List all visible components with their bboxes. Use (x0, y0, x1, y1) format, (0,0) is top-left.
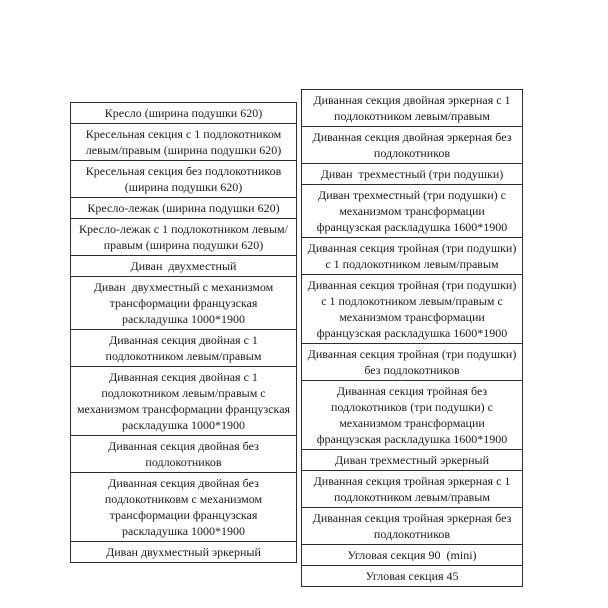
furniture-item-cell: Диванная секция двойная эркерная без подлокотников (302, 127, 523, 164)
furniture-item-cell: Диванная секция тройная (три подушки) с 1 подлокотником левым/правым (302, 238, 523, 275)
table-row (71, 103, 297, 124)
table-row (302, 381, 523, 450)
table-row (71, 367, 297, 436)
table-row (71, 277, 297, 330)
furniture-item-cell: Угловая секция 90 (mini) (302, 545, 523, 566)
furniture-item-cell: Кресельная секция с 1 подлокотником левым/правым (ширина подушки 620) (71, 124, 297, 161)
furniture-item-cell: Кресло-лежак с 1 подлокотником левым/правым (ширина подушки 620) (71, 219, 297, 256)
furniture-item-cell: Диванная секция тройная без подлокотников (три подушки) с механизмом трансформации французская раскладушка 1600*1900 (302, 381, 523, 450)
table-row (302, 127, 523, 164)
table-row (302, 185, 523, 238)
table-row (302, 471, 523, 508)
table-row (71, 542, 297, 563)
furniture-item-cell: Диван трехместный (три подушки) с механизмом трансформации французская раскладушка 1600*1900 (302, 185, 523, 238)
furniture-item-cell: Диванная секция двойная с 1 подлокотником левым/правым с механизмом трансформации французская раскладушка 1000*1900 (71, 367, 297, 436)
table-row (71, 473, 297, 542)
table-row (302, 238, 523, 275)
table-row (302, 566, 523, 587)
table-row (71, 256, 297, 277)
furniture-item-cell: Диванная секция двойная без подлокотников (71, 436, 297, 473)
furniture-item-cell: Диванная секция тройная эркерная с 1 подлокотником левым/правым (302, 471, 523, 508)
furniture-item-cell: Угловая секция 45 (302, 566, 523, 587)
furniture-item-cell: Диван трехместный эркерный (302, 450, 523, 471)
furniture-item-cell: Кресло-лежак (ширина подушки 620) (71, 198, 297, 219)
furniture-item-cell: Диванная секция тройная (три подушки) без подлокотников (302, 344, 523, 381)
table-row (302, 164, 523, 185)
furniture-item-cell: Кресло (ширина подушки 620) (71, 103, 297, 124)
furniture-item-cell: Диван двухместный (71, 256, 297, 277)
table-row (302, 450, 523, 471)
table-row (302, 545, 523, 566)
furniture-table-right (301, 89, 523, 587)
furniture-item-cell: Диван двухместный эркерный (71, 542, 297, 563)
table-row (71, 436, 297, 473)
furniture-table-left (70, 102, 297, 563)
furniture-item-cell: Диванная секция двойная с 1 подлокотником левым/правым (71, 330, 297, 367)
table-row (71, 124, 297, 161)
furniture-item-cell: Диванная секция двойная эркерная с 1 подлокотником левым/правым (302, 90, 523, 127)
table-row (302, 508, 523, 545)
furniture-item-cell: Кресельная секция без подлокотников (ширина подушки 620) (71, 161, 297, 198)
table-row (71, 161, 297, 198)
table-row (302, 90, 523, 127)
furniture-item-cell: Диванная секция тройная (три подушки) с 1 подлокотником левым/правым с механизмом трансформации французская раскладушка 1600*1900 (302, 275, 523, 344)
table-row (71, 219, 297, 256)
furniture-item-cell: Диванная секция тройная эркерная без подлокотников (302, 508, 523, 545)
furniture-item-cell: Диван двухместный с механизмом трансформации французская раскладушка 1000*1900 (71, 277, 297, 330)
table-row (71, 198, 297, 219)
furniture-item-cell: Диванная секция двойная без подлокотниковм с механизмом трансформации французская раскладушка 1000*1900 (71, 473, 297, 542)
table-row (302, 344, 523, 381)
table-row (302, 275, 523, 344)
furniture-item-cell: Диван трехместный (три подушки) (302, 164, 523, 185)
table-row (71, 330, 297, 367)
